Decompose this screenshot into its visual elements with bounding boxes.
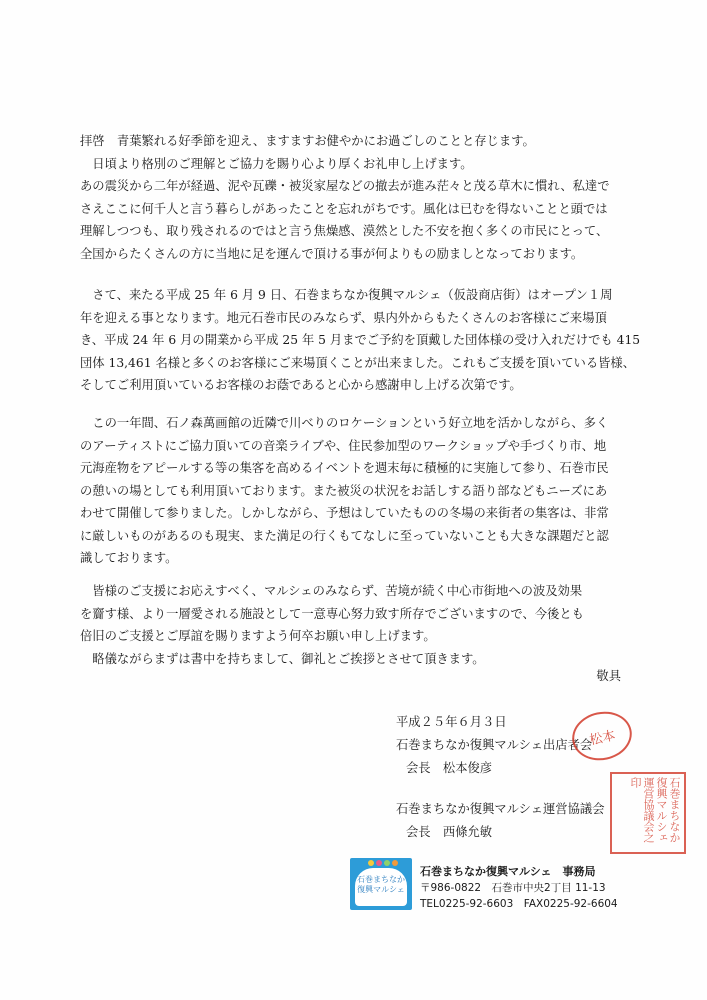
paragraph-line: に厳しいものがあるのも現実、また満足の行くもてなしに至っていないことも大きな課題だと認 xyxy=(80,528,609,543)
paragraph-line: 識しております。 xyxy=(80,551,178,565)
letter-paragraph xyxy=(80,580,640,670)
office-address: 〒986-0822 石巻市中央2丁目 11-13 xyxy=(420,882,606,894)
paragraph-line: 皆様のご支援にお応えすべく、マルシェのみならず、苦境が続く中心市街地への波及効果 xyxy=(80,584,583,598)
representative-1: 会長 松本俊彦 xyxy=(406,761,493,775)
paragraph-line: わせて開催して参りました。しかしながら、予想はしていたものの冬場の来街者の集客は、非常 xyxy=(80,506,609,520)
paragraph-line: 団体 13,461 名様と多くのお客様にご来場頂くことが出来ました。これもご支援を頂いている皆様、 xyxy=(80,355,636,370)
organization-seal-stamp: 石巻まちなか復興マルシェ運営協議会之印 xyxy=(610,772,686,854)
paragraph-line: き、平成 24 年 6 月の開業から平成 25 年 5 月までご予約を頂戴した団体様の受け入れだけでも 415 xyxy=(80,333,640,347)
paragraph-line: 全国からたくさんの方に当地に足を運んで頂ける事が何よりもの励ましとなっております。 xyxy=(80,246,584,261)
paragraph-line: のアーティストにご協力頂いての音楽ライブや、住民参加型のワークショップや手づくり市、地 xyxy=(80,438,607,453)
representative-2: 会長 西條允敏 xyxy=(406,825,493,839)
paragraph-line: さて、来たる平成 25 年 6 月 9 日、石巻まちなか復興マルシェ（仮設商店街）はオープン１周 xyxy=(80,288,613,302)
office-info xyxy=(420,864,618,912)
paragraph-line: あの震災から二年が経過、泥や瓦礫・被災家屋などの撤去が進み茫々と茂る草木に慣れ、私達で xyxy=(80,179,610,193)
marche-logo xyxy=(350,858,412,910)
office-name: 石巻まちなか復興マルシェ 事務局 xyxy=(420,865,596,878)
paragraph-line: 拝啓 青葉繁れる好季節を迎え、ますますお健やかにお過ごしのことと存じます。 xyxy=(80,134,535,148)
paragraph-line: 倍旧のご支援とご厚誼を賜りますよう何卒お願い申し上げます。 xyxy=(80,629,436,643)
logo-text: 石巻まちなか復興マルシェ xyxy=(355,868,407,906)
paragraph-line: この一年間、石ノ森萬画館の近隣で川べりのロケーションという好立地を活かしながら、多く xyxy=(80,416,609,430)
paragraph-line: 理解しつつも、取り残されるのではと言う焦燥感、漠然とした不安を抱く多くの市民にとって、 xyxy=(80,224,609,238)
closing-remark: 敬具 xyxy=(596,669,621,683)
logo-dots xyxy=(368,860,398,868)
letter-paragraph xyxy=(80,412,640,570)
paragraph-line: そしてご利用頂いているお客様のお蔭であると心から感謝申し上げる次第です。 xyxy=(80,378,522,392)
letter-paragraph xyxy=(80,284,640,397)
paragraph-line: を齎す様、より一層愛される施設として一意専心努力致す所存でございますので、今後とも xyxy=(80,606,584,621)
paragraph-line: 略儀ながらまずは書中を持ちまして、御礼とご挨拶とさせて頂きます。 xyxy=(80,651,485,666)
paragraph-line: さえここに何千人と言う暮らしがあったことを忘れがちです。風化は已むを得ないことと頭では xyxy=(80,201,608,216)
personal-seal-stamp xyxy=(568,706,637,765)
paragraph-line: 年を迎える事となります。地元石巻市民のみならず、県内外からもたくさんのお客様にご来場頂 xyxy=(80,310,607,325)
letter-date: 平成２５年６月３日 xyxy=(396,715,507,729)
paragraph-line: 日頃より格別のご理解とご協力を賜り心より厚くお礼申し上げます。 xyxy=(80,156,473,171)
organizer-2: 石巻まちなか復興マルシェ運営協議会 xyxy=(396,802,605,816)
paragraph-line: 元海産物をアピールする等の集客を高めるイベントを週末毎に積極的に実施して参り、石巻市民 xyxy=(80,461,609,475)
office-contact: TEL0225-92-6603 FAX0225-92-6604 xyxy=(420,898,618,910)
letter-paragraph xyxy=(80,130,640,265)
personal-seal-text: 松本 xyxy=(588,727,617,748)
organizer-1: 石巻まちなか復興マルシェ出店者会 xyxy=(396,738,593,752)
paragraph-line: の憩いの場としても利用頂いております。また被災の状況をお話しする語り部などもニーズにあ xyxy=(80,483,608,498)
